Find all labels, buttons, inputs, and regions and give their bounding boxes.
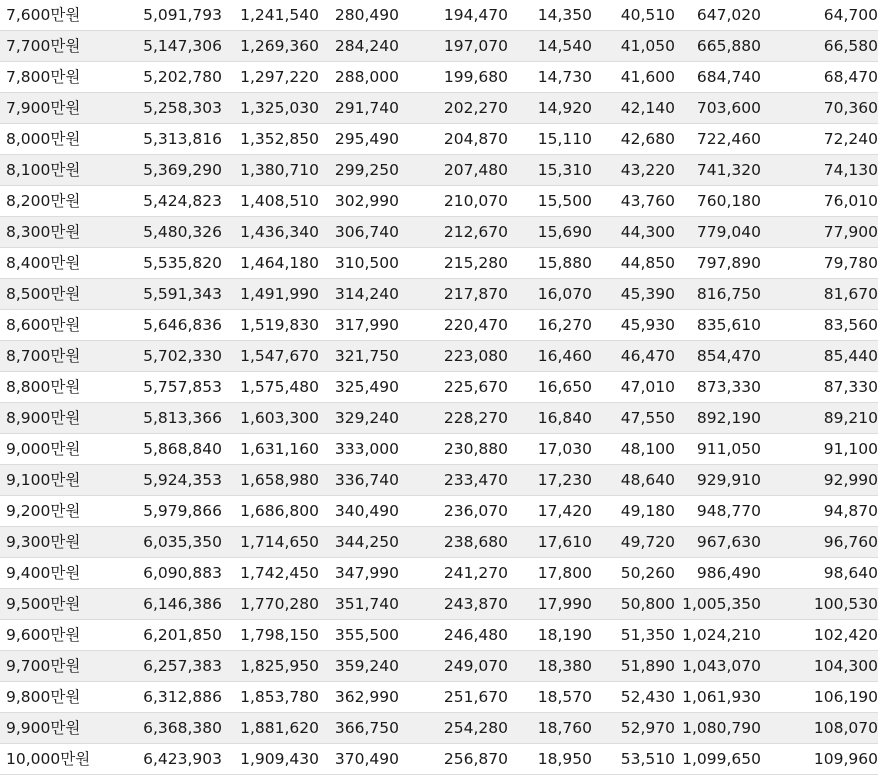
value-cell: 1,380,710	[222, 155, 319, 186]
value-cell: 948,770	[675, 496, 761, 527]
value-cell: 741,320	[675, 155, 761, 186]
value-cell: 835,610	[675, 310, 761, 341]
value-cell: 212,670	[399, 217, 508, 248]
value-cell: 76,010	[761, 186, 878, 217]
value-cell: 5,757,853	[112, 372, 222, 403]
value-cell: 1,825,950	[222, 651, 319, 682]
value-cell: 49,720	[592, 527, 675, 558]
value-cell: 5,369,290	[112, 155, 222, 186]
value-cell: 15,880	[508, 248, 592, 279]
value-cell: 288,000	[319, 62, 399, 93]
value-cell: 284,240	[319, 31, 399, 62]
table-row	[0, 0, 878, 31]
value-cell: 17,610	[508, 527, 592, 558]
value-cell: 5,147,306	[112, 31, 222, 62]
value-cell: 14,920	[508, 93, 592, 124]
table-row	[0, 310, 878, 341]
value-cell: 703,600	[675, 93, 761, 124]
value-cell: 228,270	[399, 403, 508, 434]
salary-cell: 8,300만원	[0, 217, 112, 248]
table-row	[0, 682, 878, 713]
value-cell: 43,760	[592, 186, 675, 217]
value-cell: 256,870	[399, 744, 508, 775]
value-cell: 41,050	[592, 31, 675, 62]
value-cell: 760,180	[675, 186, 761, 217]
salary-cell: 9,900만원	[0, 713, 112, 744]
table-row	[0, 248, 878, 279]
value-cell: 45,390	[592, 279, 675, 310]
value-cell: 1,408,510	[222, 186, 319, 217]
value-cell: 45,930	[592, 310, 675, 341]
value-cell: 5,979,866	[112, 496, 222, 527]
value-cell: 17,420	[508, 496, 592, 527]
salary-cell: 9,800만원	[0, 682, 112, 713]
value-cell: 873,330	[675, 372, 761, 403]
value-cell: 77,900	[761, 217, 878, 248]
value-cell: 333,000	[319, 434, 399, 465]
value-cell: 249,070	[399, 651, 508, 682]
value-cell: 5,480,326	[112, 217, 222, 248]
value-cell: 14,350	[508, 0, 592, 31]
value-cell: 47,010	[592, 372, 675, 403]
value-cell: 1,798,150	[222, 620, 319, 651]
value-cell: 40,510	[592, 0, 675, 31]
table-row	[0, 62, 878, 93]
value-cell: 647,020	[675, 0, 761, 31]
value-cell: 96,760	[761, 527, 878, 558]
salary-cell: 9,500만원	[0, 589, 112, 620]
salary-cell: 8,900만원	[0, 403, 112, 434]
value-cell: 359,240	[319, 651, 399, 682]
value-cell: 1,464,180	[222, 248, 319, 279]
value-cell: 366,750	[319, 713, 399, 744]
value-cell: 16,840	[508, 403, 592, 434]
value-cell: 48,640	[592, 465, 675, 496]
value-cell: 5,924,353	[112, 465, 222, 496]
value-cell: 1,491,990	[222, 279, 319, 310]
value-cell: 233,470	[399, 465, 508, 496]
value-cell: 6,035,350	[112, 527, 222, 558]
value-cell: 1,325,030	[222, 93, 319, 124]
value-cell: 17,030	[508, 434, 592, 465]
value-cell: 51,350	[592, 620, 675, 651]
value-cell: 295,490	[319, 124, 399, 155]
value-cell: 18,380	[508, 651, 592, 682]
value-cell: 53,510	[592, 744, 675, 775]
value-cell: 1,061,930	[675, 682, 761, 713]
value-cell: 87,330	[761, 372, 878, 403]
table-row	[0, 93, 878, 124]
table-row	[0, 434, 878, 465]
value-cell: 1,099,650	[675, 744, 761, 775]
value-cell: 280,490	[319, 0, 399, 31]
value-cell: 17,230	[508, 465, 592, 496]
value-cell: 1,686,800	[222, 496, 319, 527]
value-cell: 230,880	[399, 434, 508, 465]
value-cell: 1,909,430	[222, 744, 319, 775]
value-cell: 16,070	[508, 279, 592, 310]
salary-cell: 9,300만원	[0, 527, 112, 558]
value-cell: 199,680	[399, 62, 508, 93]
value-cell: 892,190	[675, 403, 761, 434]
value-cell: 64,700	[761, 0, 878, 31]
value-cell: 5,091,793	[112, 0, 222, 31]
value-cell: 106,190	[761, 682, 878, 713]
value-cell: 15,500	[508, 186, 592, 217]
value-cell: 81,670	[761, 279, 878, 310]
value-cell: 291,740	[319, 93, 399, 124]
value-cell: 215,280	[399, 248, 508, 279]
salary-cell: 7,900만원	[0, 93, 112, 124]
value-cell: 83,560	[761, 310, 878, 341]
value-cell: 1,352,850	[222, 124, 319, 155]
value-cell: 43,220	[592, 155, 675, 186]
table-row	[0, 744, 878, 775]
table-row	[0, 124, 878, 155]
table-row	[0, 651, 878, 682]
value-cell: 108,070	[761, 713, 878, 744]
value-cell: 5,646,836	[112, 310, 222, 341]
salary-cell: 7,800만원	[0, 62, 112, 93]
value-cell: 5,313,816	[112, 124, 222, 155]
value-cell: 236,070	[399, 496, 508, 527]
table-row	[0, 558, 878, 589]
value-cell: 241,270	[399, 558, 508, 589]
value-cell: 355,500	[319, 620, 399, 651]
table-row	[0, 155, 878, 186]
value-cell: 16,270	[508, 310, 592, 341]
value-cell: 52,430	[592, 682, 675, 713]
value-cell: 17,800	[508, 558, 592, 589]
value-cell: 16,460	[508, 341, 592, 372]
salary-cell: 9,100만원	[0, 465, 112, 496]
value-cell: 299,250	[319, 155, 399, 186]
table-row	[0, 527, 878, 558]
value-cell: 49,180	[592, 496, 675, 527]
salary-cell: 9,700만원	[0, 651, 112, 682]
value-cell: 362,990	[319, 682, 399, 713]
value-cell: 92,990	[761, 465, 878, 496]
value-cell: 1,658,980	[222, 465, 319, 496]
value-cell: 6,146,386	[112, 589, 222, 620]
value-cell: 1,024,210	[675, 620, 761, 651]
value-cell: 5,702,330	[112, 341, 222, 372]
value-cell: 1,269,360	[222, 31, 319, 62]
value-cell: 223,080	[399, 341, 508, 372]
value-cell: 42,680	[592, 124, 675, 155]
value-cell: 51,890	[592, 651, 675, 682]
salary-cell: 9,000만원	[0, 434, 112, 465]
salary-cell: 7,600만원	[0, 0, 112, 31]
value-cell: 321,750	[319, 341, 399, 372]
value-cell: 1,043,070	[675, 651, 761, 682]
value-cell: 225,670	[399, 372, 508, 403]
value-cell: 14,730	[508, 62, 592, 93]
value-cell: 18,950	[508, 744, 592, 775]
value-cell: 194,470	[399, 0, 508, 31]
value-cell: 816,750	[675, 279, 761, 310]
table-row	[0, 713, 878, 744]
value-cell: 329,240	[319, 403, 399, 434]
salary-cell: 8,400만원	[0, 248, 112, 279]
salary-cell: 8,700만원	[0, 341, 112, 372]
value-cell: 722,460	[675, 124, 761, 155]
value-cell: 1,631,160	[222, 434, 319, 465]
value-cell: 1,603,300	[222, 403, 319, 434]
value-cell: 85,440	[761, 341, 878, 372]
table-row	[0, 496, 878, 527]
value-cell: 6,090,883	[112, 558, 222, 589]
value-cell: 1,080,790	[675, 713, 761, 744]
value-cell: 104,300	[761, 651, 878, 682]
salary-cell: 7,700만원	[0, 31, 112, 62]
value-cell: 243,870	[399, 589, 508, 620]
value-cell: 5,591,343	[112, 279, 222, 310]
value-cell: 929,910	[675, 465, 761, 496]
table-row	[0, 186, 878, 217]
value-cell: 102,420	[761, 620, 878, 651]
value-cell: 41,600	[592, 62, 675, 93]
value-cell: 66,580	[761, 31, 878, 62]
value-cell: 52,970	[592, 713, 675, 744]
value-cell: 310,500	[319, 248, 399, 279]
salary-cell: 9,400만원	[0, 558, 112, 589]
value-cell: 5,868,840	[112, 434, 222, 465]
value-cell: 986,490	[675, 558, 761, 589]
salary-cell: 8,800만원	[0, 372, 112, 403]
value-cell: 314,240	[319, 279, 399, 310]
value-cell: 254,280	[399, 713, 508, 744]
value-cell: 79,780	[761, 248, 878, 279]
table-row	[0, 217, 878, 248]
value-cell: 48,100	[592, 434, 675, 465]
value-cell: 911,050	[675, 434, 761, 465]
value-cell: 68,470	[761, 62, 878, 93]
value-cell: 6,201,850	[112, 620, 222, 651]
value-cell: 5,813,366	[112, 403, 222, 434]
value-cell: 18,760	[508, 713, 592, 744]
value-cell: 1,575,480	[222, 372, 319, 403]
value-cell: 42,140	[592, 93, 675, 124]
value-cell: 220,470	[399, 310, 508, 341]
value-cell: 18,570	[508, 682, 592, 713]
salary-cell: 8,000만원	[0, 124, 112, 155]
value-cell: 797,890	[675, 248, 761, 279]
salary-cell: 8,200만원	[0, 186, 112, 217]
value-cell: 370,490	[319, 744, 399, 775]
table-row	[0, 341, 878, 372]
value-cell: 94,870	[761, 496, 878, 527]
table-row	[0, 403, 878, 434]
value-cell: 5,202,780	[112, 62, 222, 93]
value-cell: 207,480	[399, 155, 508, 186]
table-row	[0, 31, 878, 62]
value-cell: 17,990	[508, 589, 592, 620]
value-cell: 6,257,383	[112, 651, 222, 682]
value-cell: 5,424,823	[112, 186, 222, 217]
value-cell: 5,535,820	[112, 248, 222, 279]
value-cell: 50,260	[592, 558, 675, 589]
value-cell: 197,070	[399, 31, 508, 62]
value-cell: 317,990	[319, 310, 399, 341]
value-cell: 344,250	[319, 527, 399, 558]
salary-cell: 9,200만원	[0, 496, 112, 527]
value-cell: 74,130	[761, 155, 878, 186]
table-row	[0, 465, 878, 496]
value-cell: 50,800	[592, 589, 675, 620]
value-cell: 14,540	[508, 31, 592, 62]
value-cell: 44,300	[592, 217, 675, 248]
value-cell: 100,530	[761, 589, 878, 620]
salary-cell: 8,500만원	[0, 279, 112, 310]
value-cell: 6,368,380	[112, 713, 222, 744]
value-cell: 217,870	[399, 279, 508, 310]
value-cell: 98,640	[761, 558, 878, 589]
value-cell: 1,005,350	[675, 589, 761, 620]
value-cell: 854,470	[675, 341, 761, 372]
value-cell: 684,740	[675, 62, 761, 93]
value-cell: 1,241,540	[222, 0, 319, 31]
value-cell: 1,297,220	[222, 62, 319, 93]
value-cell: 340,490	[319, 496, 399, 527]
value-cell: 325,490	[319, 372, 399, 403]
value-cell: 6,423,903	[112, 744, 222, 775]
table-row	[0, 279, 878, 310]
value-cell: 210,070	[399, 186, 508, 217]
salary-cell: 8,100만원	[0, 155, 112, 186]
table-row	[0, 589, 878, 620]
value-cell: 246,480	[399, 620, 508, 651]
value-cell: 1,547,670	[222, 341, 319, 372]
value-cell: 70,360	[761, 93, 878, 124]
value-cell: 1,881,620	[222, 713, 319, 744]
value-cell: 5,258,303	[112, 93, 222, 124]
value-cell: 967,630	[675, 527, 761, 558]
value-cell: 15,110	[508, 124, 592, 155]
salary-cell: 10,000만원	[0, 744, 112, 775]
value-cell: 251,670	[399, 682, 508, 713]
value-cell: 15,690	[508, 217, 592, 248]
value-cell: 336,740	[319, 465, 399, 496]
value-cell: 1,519,830	[222, 310, 319, 341]
value-cell: 46,470	[592, 341, 675, 372]
value-cell: 109,960	[761, 744, 878, 775]
value-cell: 302,990	[319, 186, 399, 217]
value-cell: 6,312,886	[112, 682, 222, 713]
table-row	[0, 372, 878, 403]
value-cell: 1,742,450	[222, 558, 319, 589]
value-cell: 779,040	[675, 217, 761, 248]
table-row	[0, 620, 878, 651]
value-cell: 347,990	[319, 558, 399, 589]
value-cell: 351,740	[319, 589, 399, 620]
value-cell: 665,880	[675, 31, 761, 62]
salary-cell: 9,600만원	[0, 620, 112, 651]
value-cell: 15,310	[508, 155, 592, 186]
salary-cell: 8,600만원	[0, 310, 112, 341]
value-cell: 44,850	[592, 248, 675, 279]
value-cell: 91,100	[761, 434, 878, 465]
value-cell: 306,740	[319, 217, 399, 248]
value-cell: 1,436,340	[222, 217, 319, 248]
value-cell: 89,210	[761, 403, 878, 434]
value-cell: 1,770,280	[222, 589, 319, 620]
value-cell: 204,870	[399, 124, 508, 155]
value-cell: 1,714,650	[222, 527, 319, 558]
value-cell: 72,240	[761, 124, 878, 155]
value-cell: 202,270	[399, 93, 508, 124]
value-cell: 18,190	[508, 620, 592, 651]
value-cell: 47,550	[592, 403, 675, 434]
value-cell: 16,650	[508, 372, 592, 403]
value-cell: 1,853,780	[222, 682, 319, 713]
value-cell: 238,680	[399, 527, 508, 558]
